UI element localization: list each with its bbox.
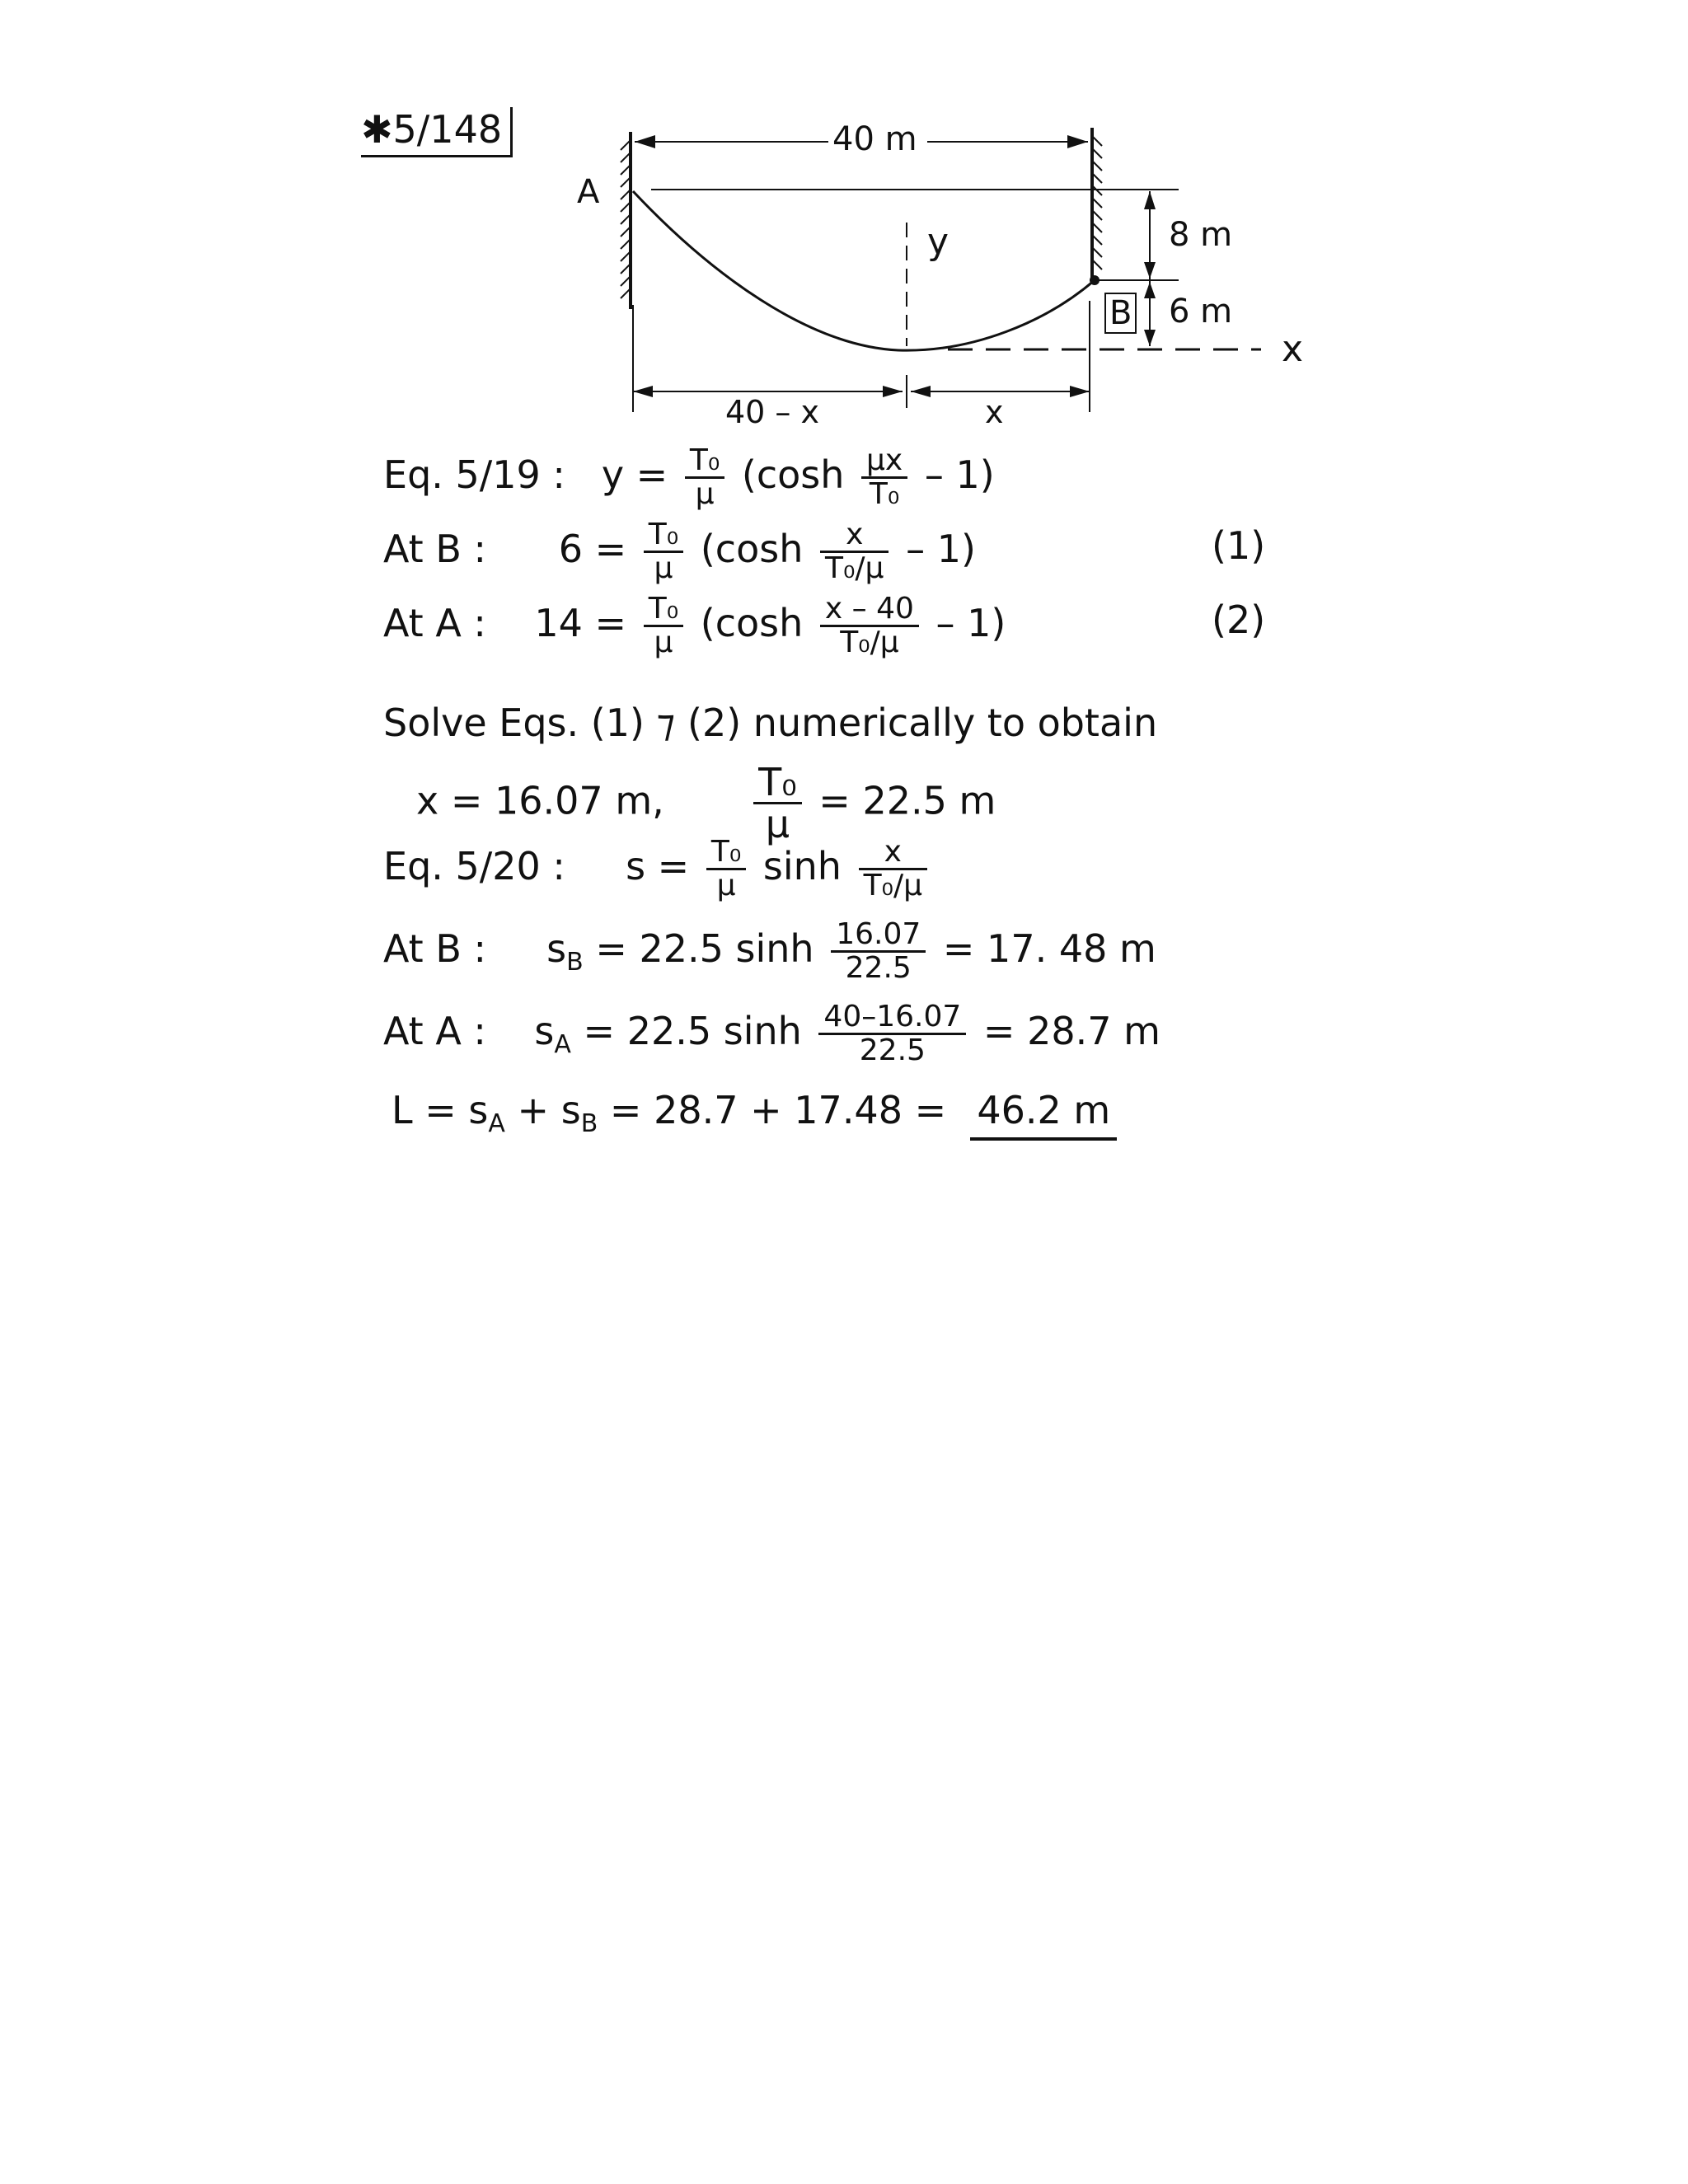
solve-statement: Solve Eqs. (1) ⁊ (2) numerically to obtain (383, 701, 1158, 745)
x-axis-label: x (1282, 328, 1304, 370)
eq-tag-2: (2) (1212, 598, 1266, 642)
problem-number: ✱5/148 (361, 107, 513, 157)
eq-5-19: Eq. 5/19 : y = $\frac{\text{T₀}}{\mu}$ (cosh $\frac{\mu x}{\text{T₀}}$ – 1) (383, 443, 995, 511)
span-label: 40 m (832, 120, 917, 158)
eq-tag-1: (1) (1212, 523, 1266, 568)
point-a-label: A (577, 173, 600, 211)
height-top-label: 8 m (1169, 216, 1233, 254)
final-answer: 46.2 m (970, 1088, 1117, 1141)
result-line: x = 16.07 m, $\frac{\text{T₀}}{\mu}$ = 22.5 m (416, 760, 996, 847)
left-dim-label: 40 – x (725, 394, 819, 430)
eq-total-length: $L = s_A + s_B = 28.7 + 17.48 = 46.2$ m (392, 1088, 1117, 1138)
height-bottom-label: 6 m (1169, 293, 1233, 330)
point-b-label: B (1104, 293, 1137, 334)
eq-at-b: At B : 6 = $\frac{\text{T₀}}{\mu}$ (cosh $\frac{x}{\text{T₀/μ}}$ – 1) (383, 518, 976, 585)
catenary-diagram (0, 0, 1688, 462)
cable-curve (633, 191, 1095, 350)
eq-s-b: At B : $s_B = 22.5$ sinh $\frac{16.07}{22.5}$ = 17. 48 m (383, 917, 1156, 985)
eq-5-20: Eq. 5/20 : s = $\frac{\text{T₀}}{\mu}$ sinh $\frac{x}{\text{T₀/μ}}$ (383, 837, 932, 902)
right-dim-label: x (985, 394, 1004, 430)
eq-s-a: At A : $s_A = 22.5$ sinh $\frac{40-16.07}{22.5}$ = 28.7 m (383, 1000, 1160, 1067)
y-axis-label: y (927, 221, 950, 263)
eq-at-a: At A : 14 = $\frac{\text{T₀}}{\mu}$ (cosh $\frac{x - 40}{\text{T₀/μ}}$ – 1) (383, 592, 1006, 659)
